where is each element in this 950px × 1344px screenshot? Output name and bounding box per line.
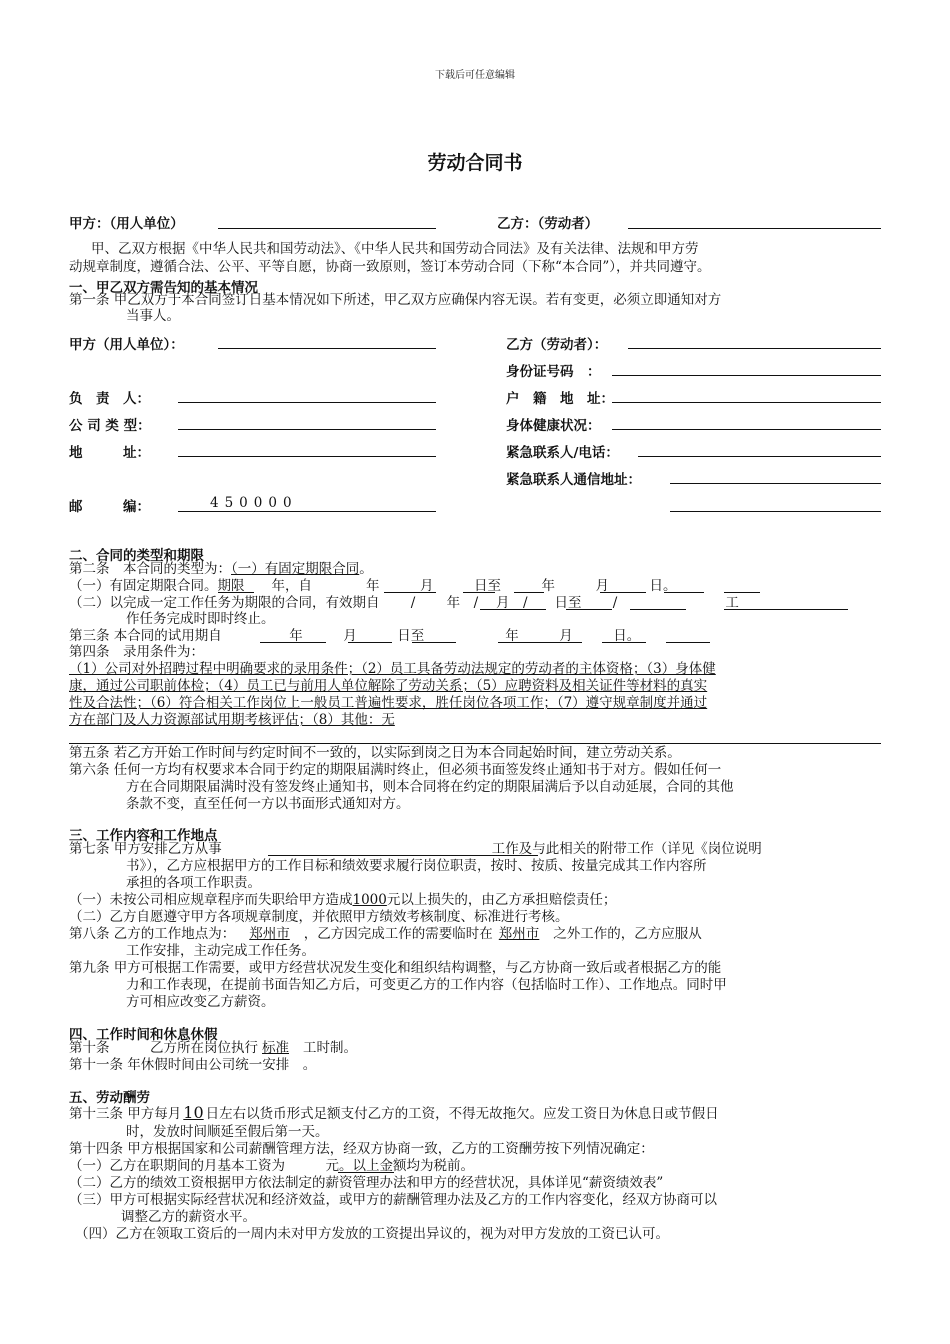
field-company-type[interactable] [178, 429, 436, 430]
work-place-value[interactable]: 郑州市 [249, 926, 290, 942]
section-1-heading: 一、甲乙双方需告知的基本情况 [69, 280, 258, 296]
article-3: 第三条 本合同的试用期自 年 月 日至 年 月 日。 [69, 628, 641, 644]
work-hour-system[interactable]: 标准 [262, 1040, 289, 1056]
field-health[interactable] [612, 429, 881, 430]
field-label-id-number: 身份证号码 ： [506, 364, 601, 380]
field-label-employer: 甲方（用人单位）： [69, 337, 184, 353]
field-label-emergency-contact: 紧急联系人/电话： [506, 445, 619, 461]
field-postcode[interactable]: 450000 [210, 495, 298, 511]
conditions-line-4: 方在部门及人力资源部试用期考核评估；（8）其他：无 [69, 712, 395, 728]
article-7-line-3: 承担的各项工作职责。 [126, 875, 261, 891]
from-month-field[interactable] [463, 592, 495, 593]
section-3-heading: 三、工作内容和工作地点 [69, 828, 218, 844]
document-title: 劳动合同书 [427, 152, 523, 174]
field-label-health: 身体健康状况： [506, 418, 601, 434]
contract-type-value[interactable]: （一）有固定期限合同 [231, 561, 360, 577]
field-emergency-address[interactable] [670, 483, 881, 484]
article-1-line-2: 当事人。 [126, 308, 180, 324]
from-day-field[interactable] [514, 592, 544, 593]
article-9-line-2: 力和工作表现，在提前书面告知乙方后，可变更乙方的工作内容（包括临时工作）、工作地点。同时甲 [126, 977, 727, 993]
conditions-line-1: （1）公司对外招聘过程中明确要求的录用条件；（2）员工具备劳动法规定的劳动者的主体资格；（3）身体健 [69, 661, 716, 677]
party-a-label: 甲方：（用人单位） [69, 216, 184, 232]
header-note: 下载后可任意编辑 [435, 70, 515, 81]
field-employee[interactable] [628, 348, 881, 349]
article-6-line-2: 方在合同期限届满时没有签发终止通知书，则本合同将在约定的期限届满后予以自动延展，合同的其他 [126, 779, 734, 795]
article-11: 第十一条 年休假时间由公司统一安排 。 [69, 1057, 317, 1073]
field-id-number[interactable] [612, 375, 881, 376]
salary-item-4: （四）乙方在领取工资后的一周内未对甲方发放的工资提出异议的，视为对甲方发放的工资已认可。 [75, 1226, 669, 1242]
field-employer[interactable] [218, 348, 436, 349]
article-2-label: 第二条 本合同的类型为： [69, 561, 231, 577]
task-start-month-field[interactable] [566, 609, 612, 610]
field-label-address: 地 址： [69, 445, 150, 461]
section-2-heading: 二、合同的类型和期限 [69, 548, 204, 564]
type-2-line-1: （二）以完成一定工作任务为期限的合同，有效期自 / 年 / 月 / 日至 / 工 [69, 595, 739, 611]
probation-start-year[interactable] [260, 642, 326, 643]
type-2-line-2: 作任务完成时即时终止。 [126, 611, 275, 627]
item-2: （二）乙方自愿遵守甲方各项规章制度，并依照甲方绩效考核制度、标准进行考核。 [69, 909, 569, 925]
section-4-heading: 四、工作时间和休息休假 [69, 1027, 218, 1043]
section-5-heading: 五、劳动酬劳 [69, 1090, 150, 1106]
from-year-field[interactable] [384, 592, 436, 593]
probation-end-day[interactable] [666, 642, 710, 643]
article-13-post: 日左右以货币形式足额支付乙方的工资，不得无故拖欠。应发工资日为休息日或节假日 [205, 1106, 719, 1122]
temp-place-value[interactable]: 郑州市 [498, 926, 540, 942]
to-year-field[interactable] [600, 592, 646, 593]
party-b-label: 乙方：（劳动者） [497, 216, 599, 232]
article-4: 第四条 录用条件为： [69, 644, 204, 660]
article-7-line-2: 书》），乙方应根据甲方的工作目标和绩效要求履行岗位职责，按时、按质、按量完成其工作内容所 [126, 858, 707, 874]
field-household[interactable] [612, 402, 881, 403]
field-label-household: 户 籍 地 址： [506, 391, 614, 407]
article-10-pre: 第十条 乙方所在岗位执行 [69, 1040, 258, 1056]
type-1-text: （一）有固定期限合同。期限 年，自 年 月 日至 年 月 日。 [69, 578, 677, 594]
article-2 [69, 561, 373, 577]
intro-line-2: 动规章制度，遵循合法、公平、平等自愿，协商一致原则，签订本劳动合同（下称“本合同”），并共同遵守。 [69, 259, 711, 275]
article-8-line-2: 工作安排，主动完成工作任务。 [126, 943, 315, 959]
party-b-field[interactable] [628, 228, 881, 229]
probation-end-month[interactable] [602, 642, 646, 643]
to-day-field[interactable] [724, 592, 760, 593]
field-emergency-contact[interactable] [638, 456, 881, 457]
salary-item-2: （二）乙方的绩效工资根据甲方依法制定的薪资管理办法和甲方的经营状况，具体详见“薪资绩效表” [69, 1175, 664, 1191]
salary-item-1: （一）乙方在职期间的月基本工资为 元。以上金额均为税前。 [69, 1158, 474, 1174]
intro-line-1: 甲、乙双方根据《中华人民共和国劳动法》、《中华人民共和国劳动合同法》及有关法律、法规和甲方劳 [91, 241, 699, 257]
field-label-emergency-address: 紧急联系人通信地址： [506, 472, 641, 488]
probation-start-month[interactable] [348, 642, 392, 643]
item-1-post: 元以上损失的，由乙方承担赔偿责任； [386, 892, 617, 908]
term-years-field[interactable] [218, 592, 254, 593]
probation-start-day[interactable] [412, 642, 456, 643]
salary-item-3-line-2: 调整乙方的薪资水平。 [121, 1209, 256, 1225]
article-9-line-3: 方可相应改变乙方薪资。 [126, 994, 275, 1010]
article-14: 第十四条 甲方根据国家和公司薪酬管理方法，经双方协商一致，乙方的工资酬劳按下列情况确定： [69, 1141, 654, 1157]
article-1-line-1: 第一条 甲乙双方于本合同签订日基本情况如下所述，甲乙双方应确保内容无误。若有变更，必须立即通知对方 [69, 292, 722, 308]
article-13-pre: 第十三条 甲方每月 [69, 1106, 182, 1122]
article-6-line-3: 条款不变，直至任何一方以书面形式通知对方。 [126, 796, 410, 812]
pay-day[interactable]: 10 [183, 1103, 204, 1122]
field-label-company-type: 公 司 类 型： [69, 418, 151, 434]
base-salary-field[interactable] [338, 1172, 394, 1173]
salary-item-3: （三）甲方可根据实际经营状况和经济效益，或甲方的薪酬管理办法及乙方的工作内容变化，经双方协商可以 [69, 1192, 717, 1208]
field-label-manager: 负 责 人： [69, 391, 150, 407]
conditions-line-2: 康，通过公司职前体检；（4）员工已与前用人单位解除了劳动关系；（5）应聘资料及相关证件等材料的真实 [69, 678, 708, 694]
party-a-field[interactable] [218, 228, 436, 229]
article-13-line-2: 时，发放时间顺延至假后第一天。 [126, 1124, 329, 1140]
article-8-post: 之外工作的，乙方应服从 [553, 926, 702, 942]
probation-end-year[interactable] [498, 642, 582, 643]
field-manager[interactable] [178, 402, 436, 403]
article-13 [69, 1105, 719, 1122]
field-postcode-line [178, 511, 436, 512]
article-8-pre: 第八条 乙方的工作地点为： [69, 926, 236, 942]
article-9-line-1: 第九条 甲方可根据工作需要，或甲方经营状况发生变化和组织结构调整，与乙方协商一致后或者根据乙方的能 [69, 960, 722, 976]
item-1 [69, 892, 616, 908]
job-title-field[interactable] [268, 855, 538, 856]
article-10-post: 工时制。 [303, 1040, 357, 1056]
article-10 [69, 1040, 357, 1056]
field-label-postcode: 邮 编： [69, 499, 150, 515]
article-8 [69, 926, 702, 942]
task-start-day-field[interactable] [630, 609, 686, 610]
field-label-employee: 乙方（劳动者）： [506, 337, 608, 353]
task-end-field[interactable] [724, 609, 848, 610]
article-7-line-1: 第七条 甲方安排乙方从事 工作及与此相关的附带工作（详见《岗位说明 [69, 841, 762, 857]
to-month-field[interactable] [664, 592, 704, 593]
conditions-line-3: 性及合法性；（6）符合相关工作岗位上一般员工普遍性要求，胜任岗位各项工作；（7）遵守规章制度并通过 [69, 695, 708, 711]
article-8-mid: ，乙方因完成工作的需要临时在 [303, 926, 493, 942]
article-6-line-1: 第六条 任何一方均有权要求本合同于约定的期限届满时终止，但必须书面签发终止通知书于对方。假如任何一 [69, 762, 722, 778]
item-1-pre: （一）未按公司相应规章程序而失职给甲方造成 [69, 892, 353, 908]
task-start-year-field[interactable] [480, 609, 546, 610]
article-2-end: 。 [359, 561, 373, 577]
field-address[interactable] [178, 456, 436, 457]
field-emergency-address-2[interactable] [670, 511, 881, 512]
loss-amount[interactable]: 1000 [352, 892, 387, 908]
article-5: 第五条 若乙方开始工作时间与约定时间不一致的，以实际到岗之日为本合同起始时间，建立劳动关系。 [69, 745, 681, 761]
conditions-blank-line[interactable] [69, 743, 881, 744]
